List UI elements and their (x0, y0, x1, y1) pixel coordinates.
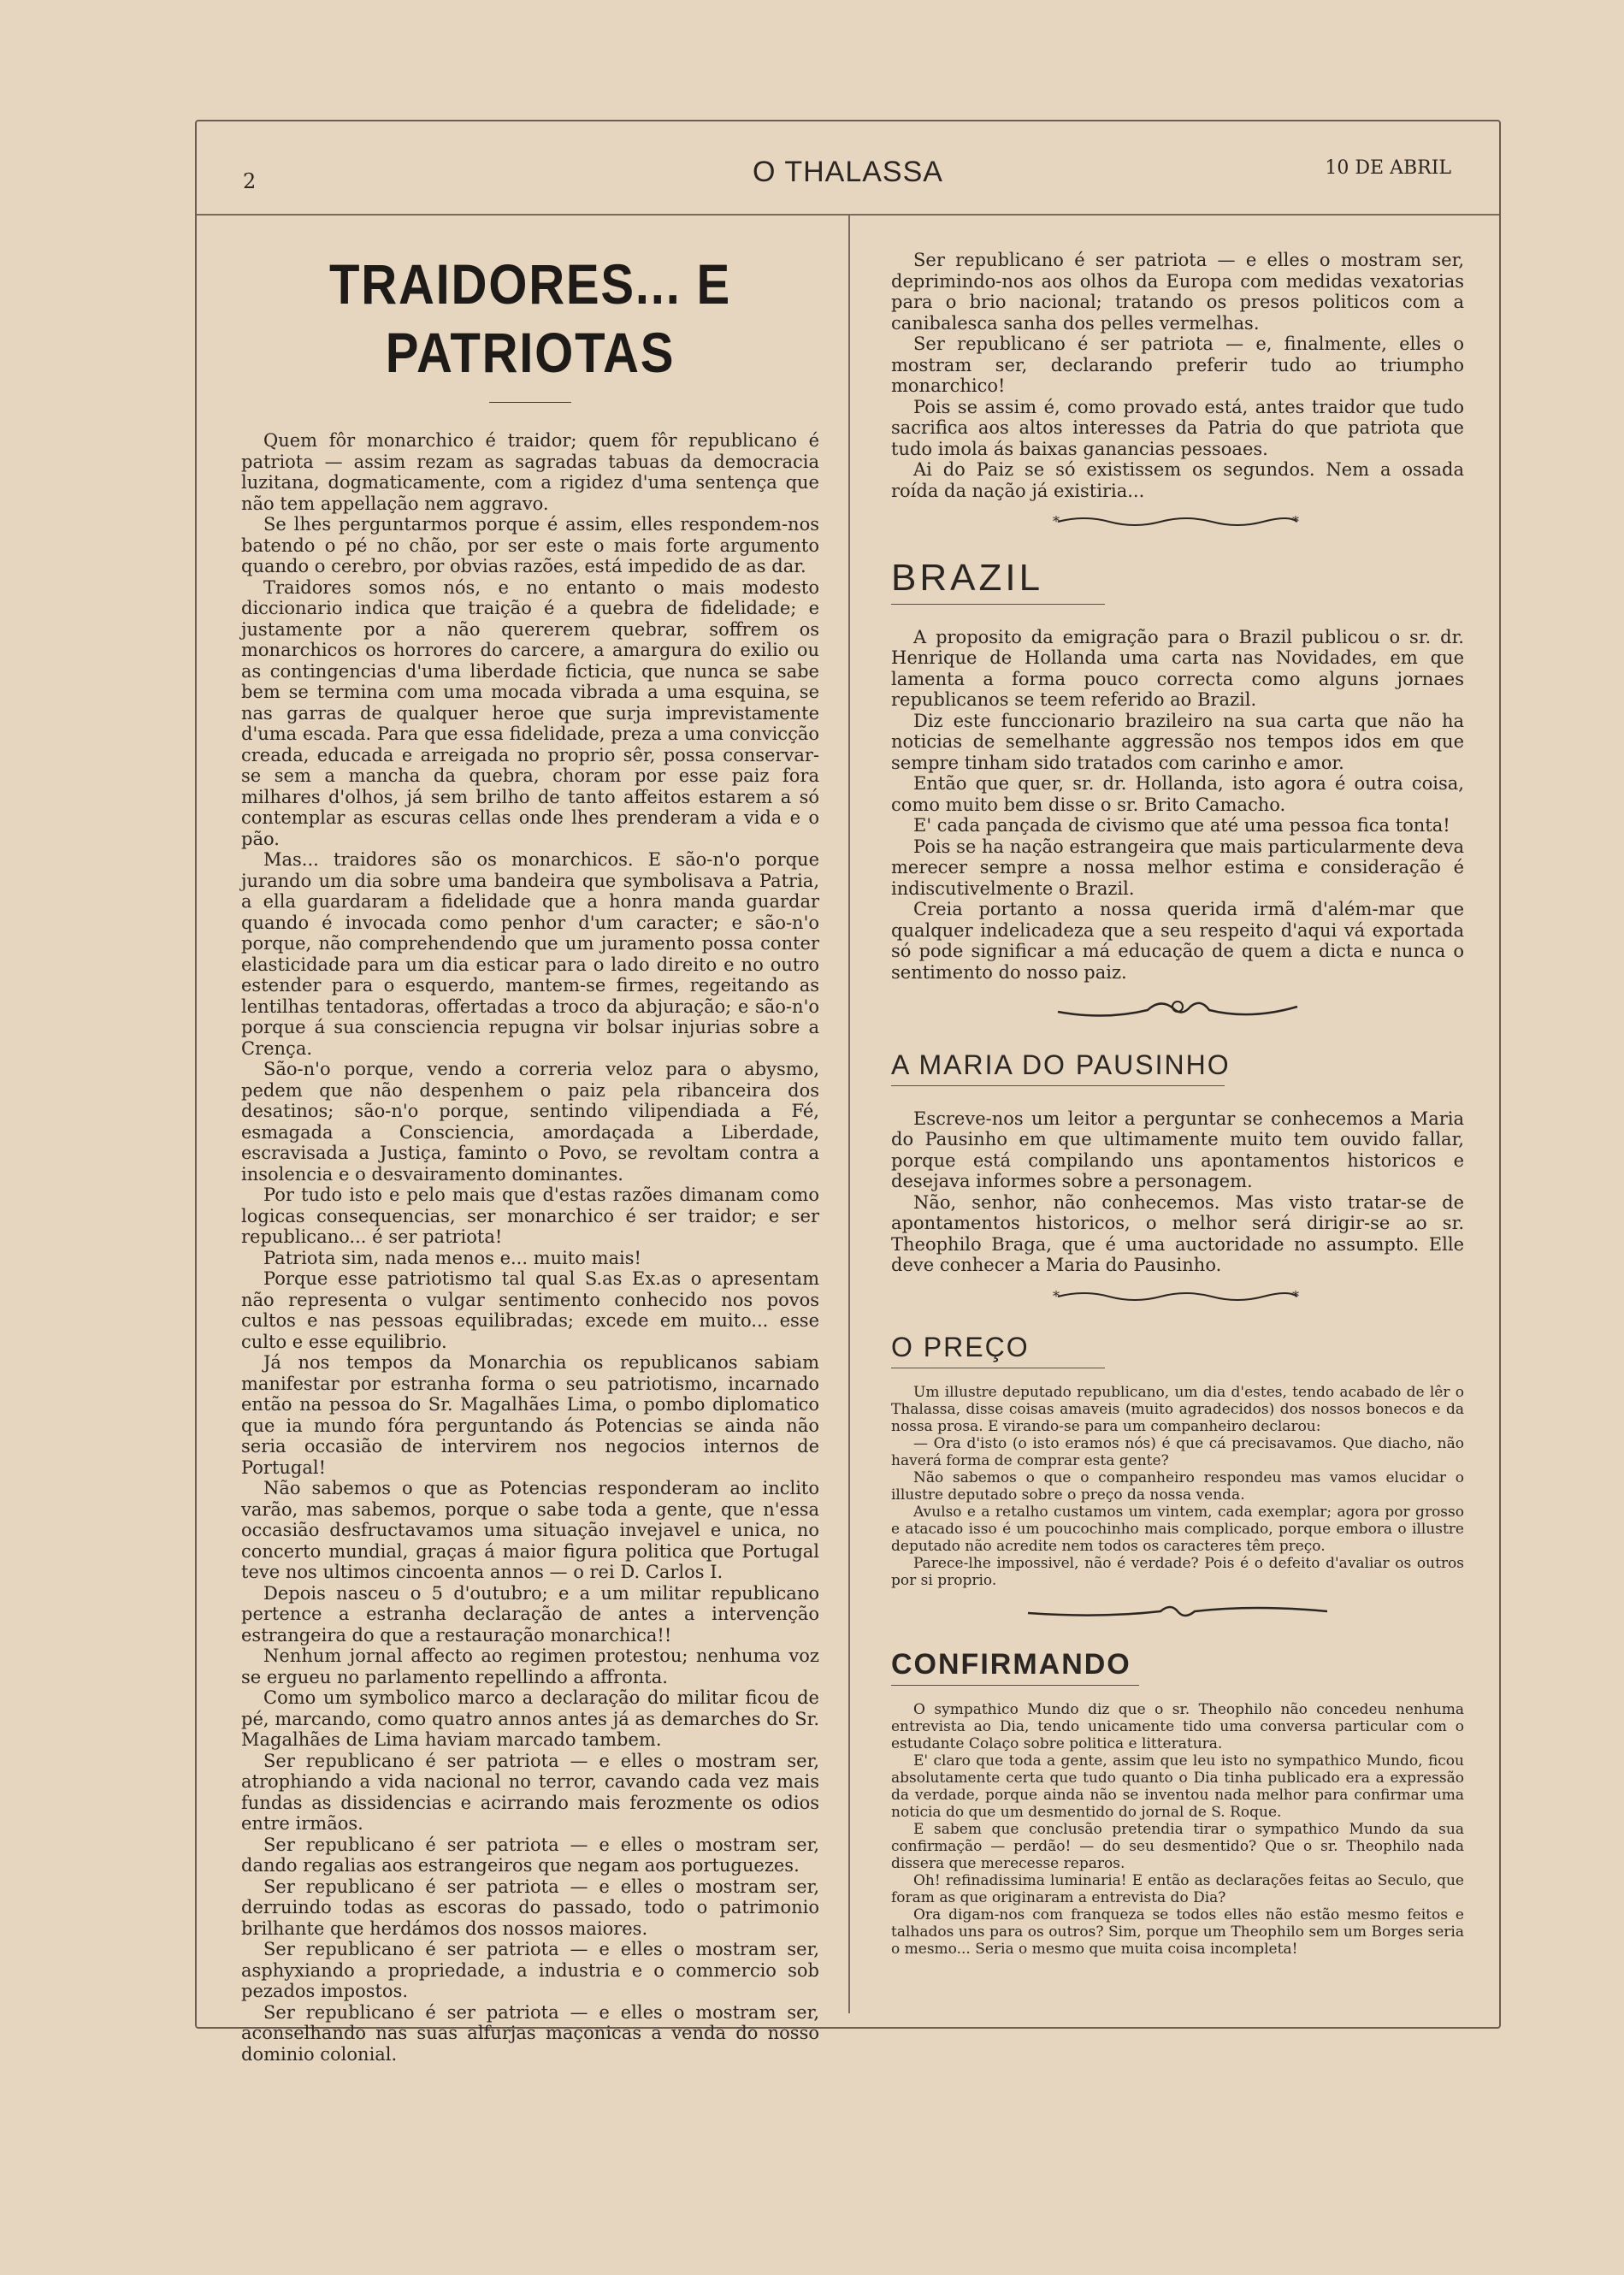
paragraph: Um illustre deputado republicano, um dia d'estes, tendo acabado de lêr o Thalassa, disse coisas amaveis (muito agradecidos) dos nossos bonecos e da nossa prosa. E virando-se para um companheiro declarou: (891, 1384, 1464, 1435)
paragraph: Se lhes perguntarmos porque é assim, elles respondem-nos batendo o pé no chão, por ser este o mais forte argumento quando o cerebro, por obvias razões, está impedido de as dar. (241, 514, 819, 576)
paragraph: Por tudo isto e pelo mais que d'estas razões dimanam como logicas consequencias, ser monarchico é ser traidor; e ser republicano... é ser patriota! (241, 1185, 819, 1247)
paragraph: Pois se assim é, como provado está, antes traidor que tudo sacrifica aos altos interesses da Patria do que patriota que tudo imola ás baixas ganancias pessoaes. (891, 396, 1464, 459)
paragraph: E' cada pançada de civismo que até uma pessoa fica tonta! (913, 815, 1450, 836)
section-title-brazil: BRAZIL (891, 556, 1044, 599)
svg-text:*: * (1292, 1287, 1299, 1304)
paragraph: Nenhum jornal affecto ao regimen protestou; nenhuma voz se ergueu no parlamento repellindo a affronta. (241, 1646, 819, 1687)
svg-text:*: * (1053, 1287, 1060, 1304)
section-title-confirmando: CONFIRMANDO (891, 1647, 1131, 1681)
column-divider (848, 214, 850, 2013)
ornament-divider (891, 1288, 1464, 1310)
paragraph: Creia portanto a nossa querida irmã d'além-mar que qualquer indelicadeza que a seu respeito d'aqui vá exportada só pode significar a má educação de quem a dicta e nunca o sentimento do nosso paiz. (891, 899, 1464, 983)
paragraph: Traidores somos nós, e no entanto o mais modesto diccionario indica que traição é a quebra de fidelidade; e justamente por a não quererem quebrar, soffrem os monarchicos os horrores do carcere, a amargura do exilio ou as contingencias d'uma liberdade ficticia, que nunca se sabe bem se termina com uma mocada vibrada a uma esquina, se nas garras de qualquer heroe que surja imprevistamente d'uma escada. Para que essa fidelidade, preza a uma convicção creada, educada e arreigada no proprio sêr, possa conservar-se sem a mancha da quebra, choram por esse paiz fora milhares d'olhos, já sem brilho de tanto affeitos estarem a só contemplar as escuras cellas onde lhes prenderam a vida e o pão. (241, 576, 819, 849)
paragraph: Mas... traidores são os monarchicos. E são-n'o porque jurando um dia sobre uma bandeira que symbolisava a Patria, a ella guardaram a fidelidade que a honra manda guardar quando é invocada como penhor d'um caracter; e são-n'o porque, não comprehendendo que um juramento possa conter elasticidade para um dia esticar para o lado direito e no outro estender para o esquerdo, mantem-se firmes, regeitando as lentilhas tentadoras, offertadas a troco da abjuração; e são-n'o porque á sua consciencia repugna vir bolsar injurias sobre a Crença. (241, 849, 819, 1059)
paragraph: Pois se ha nação estrangeira que mais particularmente deva merecer sempre a nossa melhor estima e consideração é indiscutivelmente o Brazil. (891, 836, 1464, 899)
left-column (241, 250, 819, 2065)
paragraph: Depois nasceu o 5 d'outubro; e a um militar republicano pertence a estranha declaração de antes a intervenção estrangeira do que a restauração monarchica!! (241, 1582, 819, 1646)
section-rule (891, 1085, 1225, 1086)
paragraph: Não, senhor, não conhecemos. Mas visto tratar-se de apontamentos historicos, o melhor será dirigir-se ao sr. Theophilo Braga, que é uma auctoridade no assumpto. Elle deve conhecer a Maria do Pausinho. (891, 1191, 1464, 1275)
newspaper-title: O THALASSA (753, 156, 943, 188)
newspaper-page (195, 120, 1501, 2065)
issue-date: 10 DE ABRIL (1325, 157, 1451, 179)
svg-text:*: * (1053, 513, 1060, 529)
paragraph: Ser republicano é ser patriota — e elles o mostram ser, aconselhando nas suas alfurjas maçonicas a venda do nosso dominio colonial. (241, 2001, 819, 2065)
paragraph: A proposito da emigração para o Brazil publicou o sr. dr. Henrique de Hollanda uma carta nas Novidades, em que lamenta a forma pouco correcta como alguns jornaes republicanos se teem referido ao Brazil. (891, 626, 1464, 710)
paragraph: Não sabemos o que o companheiro respondeu mas vamos elucidar o illustre deputado sobre o preço da nossa venda. (891, 1469, 1464, 1504)
paragraph: — Ora d'isto (o isto eramos nós) é que cá precisavamos. Que diacho, não haverá forma de comprar esta gente? (891, 1435, 1464, 1469)
paragraph: Ser republicano é ser patriota — e elles o mostram ser, atrophiando a vida nacional no terror, cavando cada vez mais fundas as dissidencias e acirrando mais ferozmente os odios entre irmãos. (241, 1750, 819, 1834)
paragraph: Ser republicano é ser patriota — e, finalmente, elles o mostram ser, declarando preferir tudo ao triumpho monarchico! (891, 334, 1464, 396)
flourish-ornament (891, 1601, 1464, 1627)
page-header (197, 121, 1499, 216)
paragraph: Diz este funccionario brazileiro na sua carta que não ha noticias de semelhante aggressão nos tempos idos em que sempre tinham sido tratados com carinho e amor. (891, 710, 1464, 773)
paragraph: Parece-lhe impossivel, não é verdade? Pois é o defeito d'avaliar os outros por si proprio. (891, 1555, 1464, 1589)
paragraph: Então que quer, sr. dr. Hollanda, isto agora é outra coisa, como muito bem disse o sr. Brito Camacho. (891, 773, 1464, 815)
flourish-ornament (891, 995, 1464, 1027)
paragraph: São-n'o porque, vendo a correria veloz para o abysmo, pedem que não despenhem o paiz pela ribanceira dos desatinos; são-n'o porque, sentindo vilipendiada a Fé, esmagada a Consciencia, amordaçada a Liberdade, escravisada a Justiça, faminto o Povo, se revoltam contra a insolencia e o desvairamento dominantes. (241, 1059, 819, 1185)
title-rule (489, 402, 571, 403)
article-title: TRAIDORES... E PATRIOTAS (329, 252, 731, 384)
paragraph: Patriota sim, nada menos e... muito mais! (263, 1247, 641, 1268)
paragraph: Oh! refinadissima luminaria! E então as declarações feitas ao Seculo, que foram as que originaram a entrevista do Dia? (891, 1871, 1464, 1906)
svg-text:*: * (1292, 513, 1299, 529)
ornament-divider (891, 513, 1464, 535)
paragraph: Porque esse patriotismo tal qual S.as Ex.as o apresentam não representa o vulgar sentimento conhecido nos povos cultos e nas pessoas equilibradas; excede em muito... esse culto e esse equilibrio. (241, 1268, 819, 1352)
paragraph: Ora digam-nos com franqueza se todos elles não estão mesmo feitos e talhados uns para os outros? Sim, porque um Theophilo sem um Borges seria o mesmo... Seria o mesmo que muita coisa incompleta! (891, 1906, 1464, 1958)
paragraph: O sympathico Mundo diz que o sr. Theophilo não concedeu nenhuma entrevista ao Dia, tendo unicamente tido uma conversa particular com o estudante Colaço sobre politica e litteratura. (891, 1700, 1464, 1752)
paragraph: Ai do Paiz se só existissem os segundos. Nem a ossada roída da nação já existiria... (891, 459, 1464, 501)
page-number: 2 (243, 169, 257, 193)
paragraph: Quem fôr monarchico é traidor; quem fôr republicano é patriota — assim rezam as sagradas tabuas da democracia luzitana, dogmaticamente, com a rigidez d'uma sentença que não tem appellação nem aggravo. (241, 430, 819, 514)
paragraph: Não sabemos o que as Potencias responderam ao inclito varão, mas sabemos, porque o sabe toda a gente, que n'essa occasião desfructavamos uma situação invejavel e unica, no concerto mundial, graças á maior figura politica que Portugal teve nos ultimos cincoenta annos — o rei D. Carlos I. (241, 1478, 819, 1582)
paragraph: Avulso e a retalho custamos um vintem, cada exemplar; agora por grosso e atacado isso é um poucochinho mais complicado, porque embora o illustre deputado não acredite nem todos os caracteres têm preço. (891, 1504, 1464, 1555)
paragraph: Como um symbolico marco a declaração do militar ficou de pé, marcando, como quatro annos antes já as demarches do Sr. Magalhães de Lima haviam marcado tambem. (241, 1687, 819, 1750)
section-rule (891, 1685, 1139, 1686)
section-rule (891, 604, 1105, 605)
paragraph: Ser republicano é ser patriota — e elles o mostram ser, dando regalias aos estrangeiros que negam aos portuguezes. (241, 1834, 819, 1876)
paragraph: E' claro que toda a gente, assim que leu isto no sympathico Mundo, ficou absolutamente certa que tudo quanto o Dia tinha publicado era a expressão da verdade, porque ainda não se inventou nada melhor para confirmar uma noticia do que um desmentido do jornal de S. Roque. (891, 1752, 1464, 1821)
paragraph: Ser republicano é ser patriota — e elles o mostram ser, derruindo todas as escoras do passado, todo o patrimonio brilhante que herdámos dos nossos maiores. (241, 1876, 819, 1939)
paragraph: Ser republicano é ser patriota — e elles o mostram ser, asphyxiando a propriedade, a industria e o commercio sob pezados impostos. (241, 1939, 819, 2001)
section-title-maria: A MARIA DO PAUSINHO (891, 1049, 1231, 1080)
paragraph: Já nos tempos da Monarchia os republicanos sabiam manifestar por estranha forma o seu patriotismo, incarnado então na pessoa do Sr. Magalhães Lima, o pombo diplomatico que ia mundo fóra perguntando ás Potencias se ainda não seria occasião de intervirem nos negocios internos de Portugal! (241, 1352, 819, 1478)
paragraph: Ser republicano é ser patriota — e elles o mostram ser, deprimindo-nos aos olhos da Europa com medidas vexatorias para o brio nacional; tratando os presos politicos com a canibalesca sanha dos pelles vermelhas. (891, 250, 1464, 334)
paragraph: Escreve-nos um leitor a perguntar se conhecemos a Maria do Pausinho em que ultimamente muito tem ouvido fallar, porque está compilando uns apontamentos historicos e desejava informes sobre a personagem. (891, 1108, 1464, 1191)
right-column (891, 250, 1464, 1958)
section-title-preco: O PREÇO (891, 1332, 1030, 1362)
paragraph: E sabem que conclusão pretendia tirar o sympathico Mundo da sua confirmação — perdão! — do seu desmentido? Que o sr. Theophilo nada dissera que merecesse reparos. (891, 1820, 1464, 1872)
